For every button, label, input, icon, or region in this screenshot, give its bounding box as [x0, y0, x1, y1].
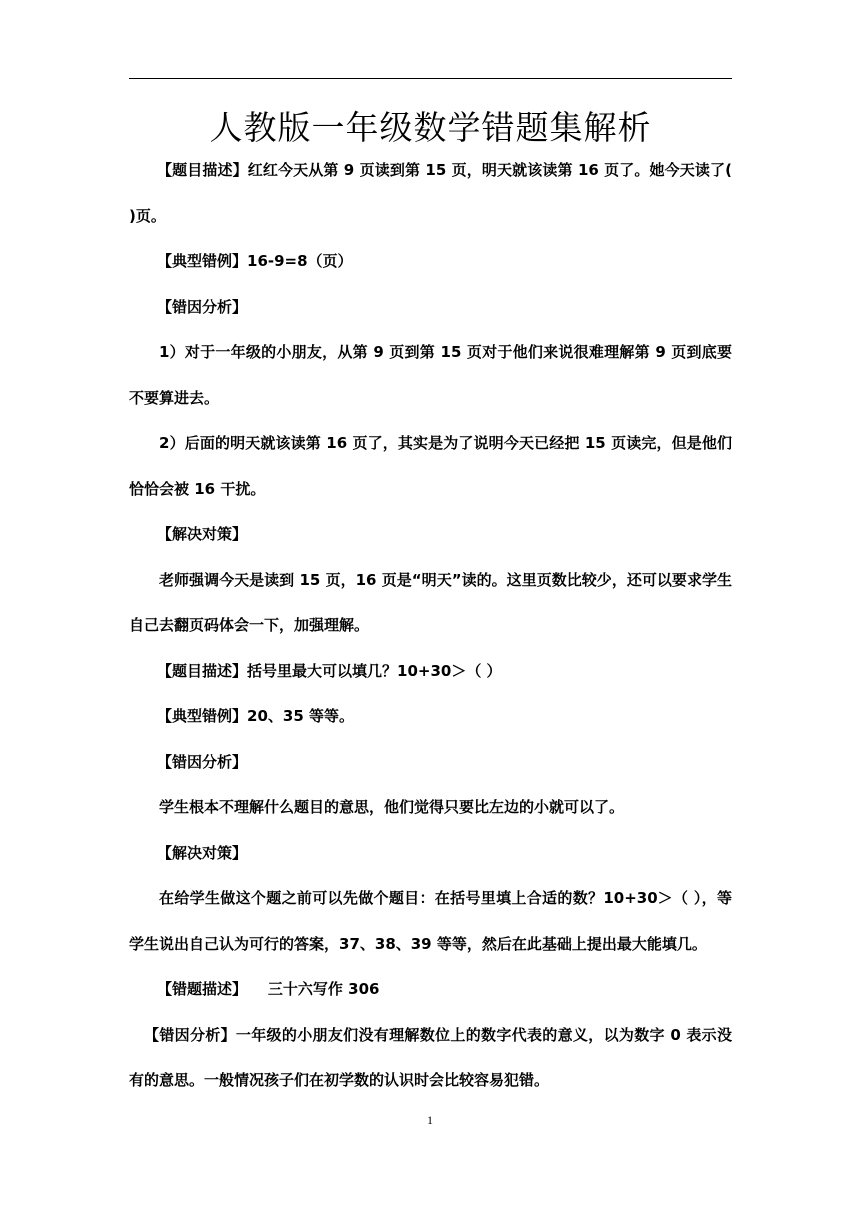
- mistake-description-label: 【错题描述】: [157, 980, 248, 998]
- solution-text: 老师强调今天是读到 15 页，16 页是“明天”读的。这里页数比较少，还可以要求学生自己去翻页码体会一下，加强理解。: [129, 570, 732, 634]
- problem-description-label: 【题目描述】: [157, 161, 248, 179]
- mistake-description: [129, 967, 732, 1013]
- error-analysis-heading: 【错因分析】: [157, 752, 248, 771]
- typical-error-label: 【典型错例】: [157, 707, 248, 725]
- typical-error-text: 20、35 等等。: [247, 707, 354, 725]
- error-analysis-label: 【错因分析】: [144, 1025, 236, 1044]
- error-analysis-point-1: 1）对于一年级的小朋友，从第 9 页到第 15 页对于他们来说很难理解第 9 页到底要不要算进去。: [129, 343, 732, 407]
- document-body: [129, 148, 732, 1104]
- typical-error: [129, 239, 732, 285]
- error-analysis-heading: 【错因分析】: [157, 297, 248, 316]
- problem-description: [129, 148, 732, 239]
- problem-description: [129, 649, 732, 695]
- problem-description-text: 括号里最大可以填几？10+30＞（ ）: [247, 661, 502, 680]
- typical-error-label: 【典型错例】: [157, 252, 248, 270]
- typical-error-text: 16-9=8（页）: [247, 252, 353, 270]
- problem-description-text: 红红今天从第 9 页读到第 15 页，明天就该读第 16 页了。她今天读了( )页。: [129, 161, 732, 225]
- error-analysis-text: 一年级的小朋友们没有理解数位上的数字代表的意义，以为数字 0 表示没有的意思。一般情况孩子们在初学数的认识时会比较容易犯错。: [129, 1025, 732, 1089]
- header-rule: [129, 78, 732, 79]
- error-analysis: [129, 1013, 732, 1104]
- error-analysis-point-2: 2）后面的明天就该读第 16 页了，其实是为了说明今天已经把 15 页读完，但是他们恰恰会被 16 干扰。: [129, 434, 732, 498]
- solution-heading: 【解决对策】: [157, 525, 248, 543]
- problem-description-label: 【题目描述】: [157, 661, 248, 680]
- solution-text: 在给学生做这个题之前可以先做个题目：在括号里填上合适的数？10+30＞（ ），等学生说出自己认为可行的答案，37、38、39 等等，然后在此基础上提出最大能填几。: [129, 889, 732, 953]
- typical-error: [129, 694, 732, 740]
- solution-heading: 【解决对策】: [157, 843, 248, 862]
- mistake-description-text: 三十六写作 306: [247, 980, 380, 998]
- document-title: 人教版一年级数学错题集解析: [209, 108, 652, 147]
- page-number: 1: [427, 1113, 433, 1127]
- error-analysis-text: 学生根本不理解什么题目的意思，他们觉得只要比左边的小就可以了。: [159, 798, 625, 816]
